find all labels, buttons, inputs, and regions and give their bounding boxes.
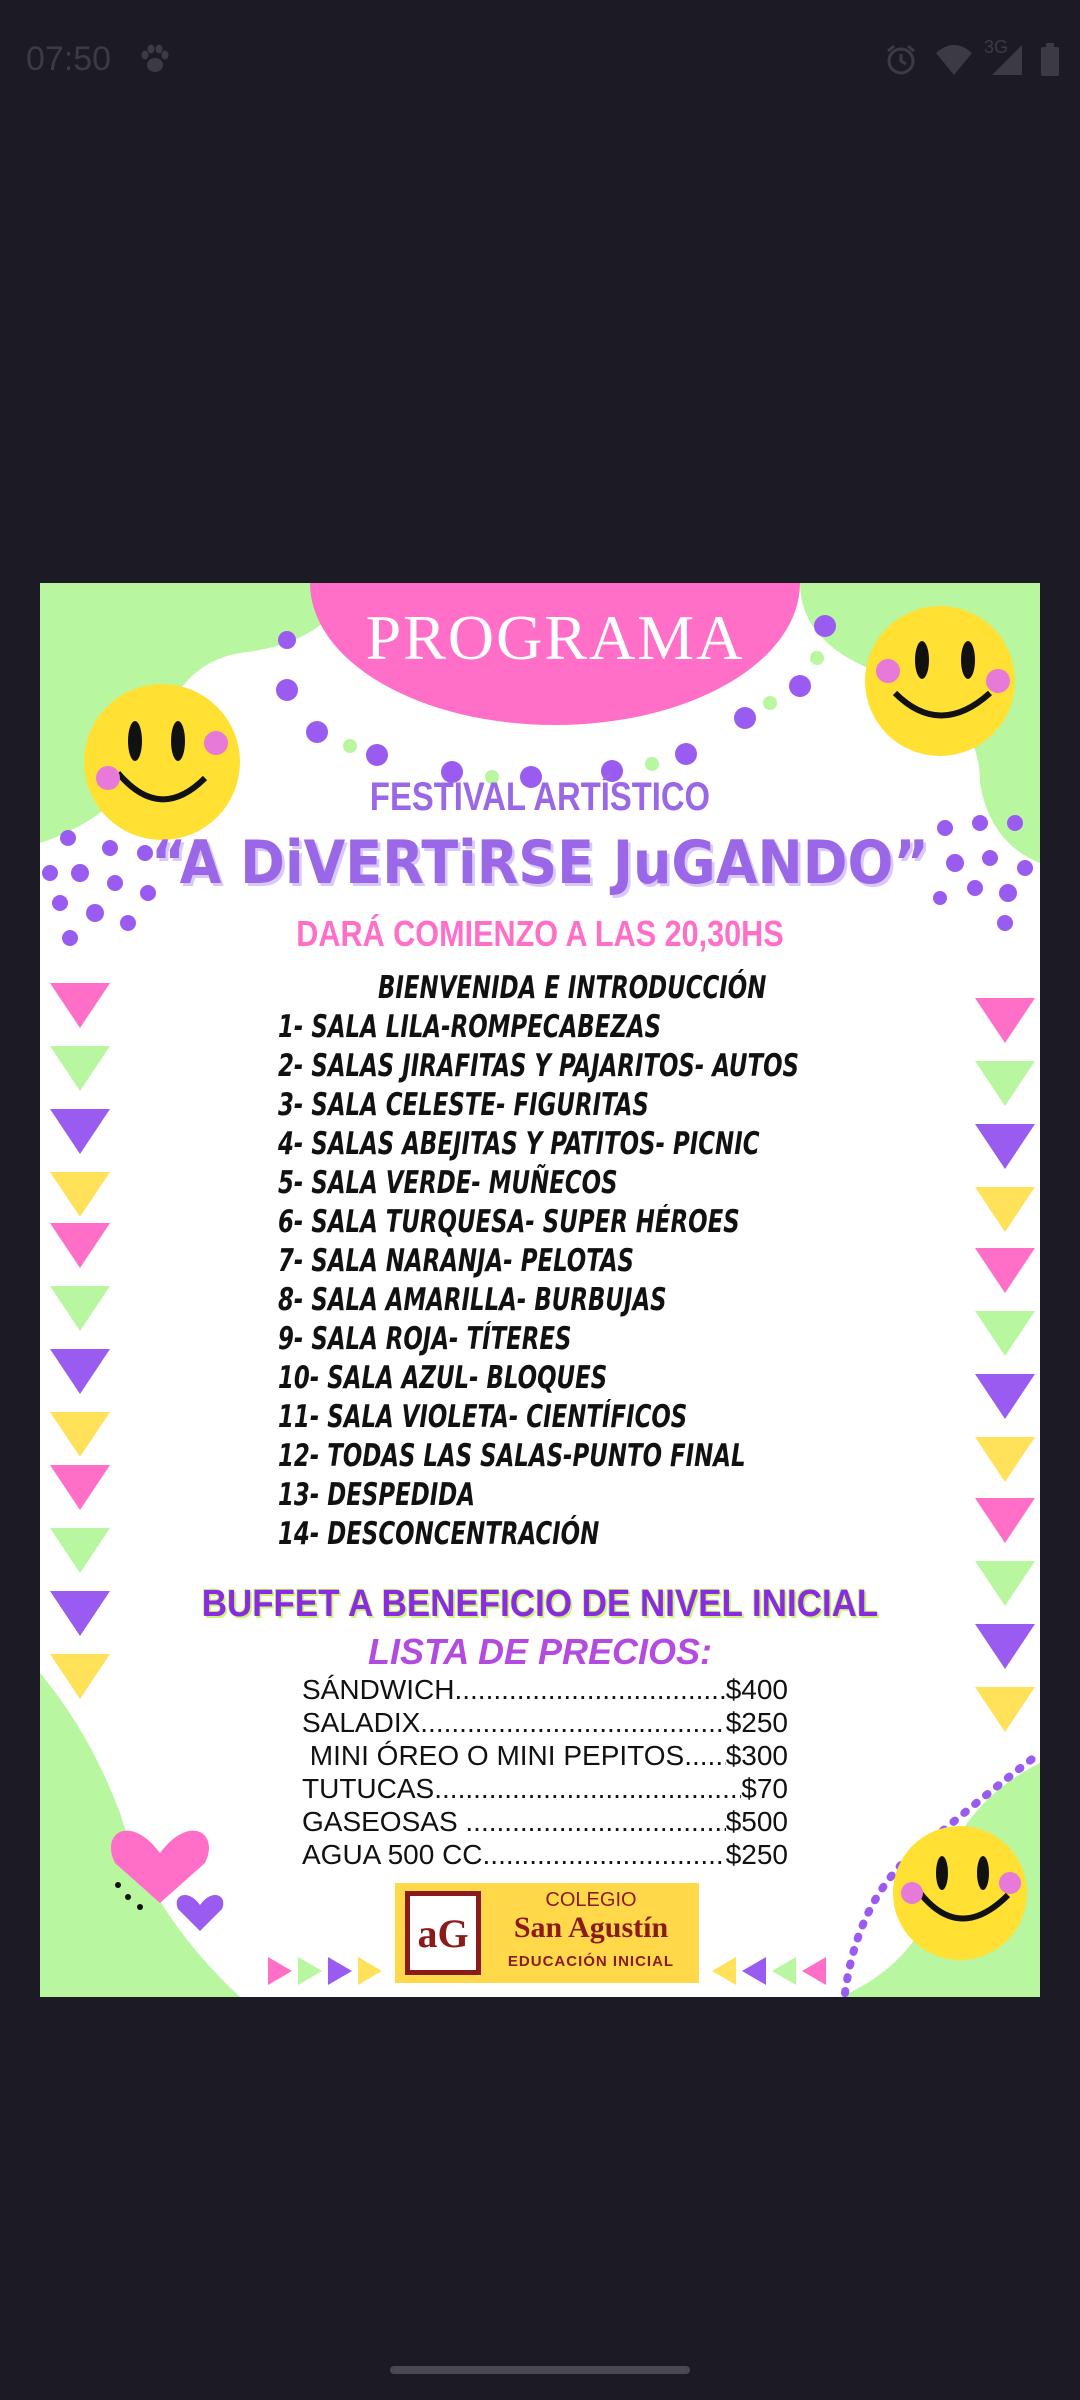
program-item: 10- SALA AZUL- BLOQUES <box>278 1360 608 1396</box>
price-item: SÁNDWICH <box>302 1674 455 1705</box>
program-item: 4- SALAS ABEJITAS Y PATITOS- PICNIC <box>278 1126 760 1162</box>
poster-title: PROGRAMA <box>365 602 745 673</box>
network-type: 3G <box>984 37 1009 57</box>
price-value: $500 <box>725 1806 788 1837</box>
logo-colegio: COLEGIO <box>545 1889 637 1911</box>
alarm-icon <box>884 43 918 77</box>
price-item: SALADIX <box>302 1707 421 1738</box>
price-item: GASEOSAS <box>302 1806 466 1837</box>
festival-label: FESTIVAL ARTÍSTICO <box>369 775 711 819</box>
price-item: MINI ÓREO O MINI PEPITOS <box>302 1740 685 1771</box>
battery-icon <box>1040 43 1060 77</box>
home-indicator[interactable] <box>390 2366 690 2374</box>
smiley-top-right <box>865 606 1015 756</box>
program-item: 2- SALAS JIRAFITAS Y PAJARITOS- AUTOS <box>278 1048 799 1084</box>
price-row <box>302 1772 788 1805</box>
price-value: $400 <box>725 1674 788 1705</box>
program-item: 11- SALA VIOLETA- CIENTÍFICOS <box>278 1399 688 1435</box>
price-row <box>302 1706 788 1739</box>
price-value: $250 <box>725 1839 788 1870</box>
price-item: TUTUCAS <box>302 1773 435 1804</box>
price-row <box>302 1805 788 1838</box>
program-item: 13- DESPEDIDA <box>278 1477 475 1513</box>
price-value: $70 <box>741 1773 788 1804</box>
program-item: 5- SALA VERDE- MUÑECOS <box>278 1165 618 1201</box>
status-bar <box>0 0 1080 120</box>
price-list <box>302 1673 788 1871</box>
program-item: 14- DESCONCENTRACIÓN <box>278 1516 600 1552</box>
price-list-title: LISTA DE PRECIOS: <box>367 1631 713 1672</box>
logo-level: EDUCACIÓN INICIAL <box>507 1953 675 1970</box>
program-item: 9- SALA ROJA- TÍTERES <box>278 1321 572 1357</box>
program-item: 12- TODAS LAS SALAS-PUNTO FINAL <box>278 1438 746 1474</box>
school-emblem <box>405 1891 481 1975</box>
program-item: 3- SALA CELESTE- FIGURITAS <box>278 1087 649 1123</box>
program-item: 1- SALA LILA-ROMPECABEZAS <box>278 1009 662 1045</box>
smiley-bottom-right <box>893 1826 1027 1960</box>
buffet-heading: BUFFET A BENEFICIO DE NIVEL INICIAL <box>201 1583 879 1625</box>
program-item: 7- SALA NARANJA- PELOTAS <box>278 1243 634 1279</box>
wifi-icon <box>934 43 974 77</box>
program-list <box>278 969 838 1554</box>
program-intro: BIENVENIDA E INTRODUCCIÓN <box>378 970 767 1006</box>
price-row <box>302 1673 788 1706</box>
price-row <box>302 1838 788 1871</box>
start-time: DARÁ COMIENZO A LAS 20,30HS <box>296 913 784 954</box>
status-time: 07:50 <box>26 40 112 78</box>
program-item: 8- SALA AMARILLA- BURBUJAS <box>278 1282 667 1318</box>
price-value: $300 <box>725 1740 788 1771</box>
school-logo <box>395 1883 699 1983</box>
program-item: 6- SALA TURQUESA- SUPER HÉROES <box>278 1204 740 1240</box>
price-item: AGUA 500 CC <box>302 1839 483 1870</box>
paw-icon <box>138 42 172 76</box>
festival-name: “A DiVERTiRSE JuGANDO” <box>151 828 929 898</box>
emblem-letters: aG <box>417 1911 469 1956</box>
logo-school-name: San Agustín <box>513 1911 669 1944</box>
program-poster-image[interactable] <box>40 583 1040 1997</box>
price-row <box>302 1739 788 1772</box>
price-value: $250 <box>725 1707 788 1738</box>
